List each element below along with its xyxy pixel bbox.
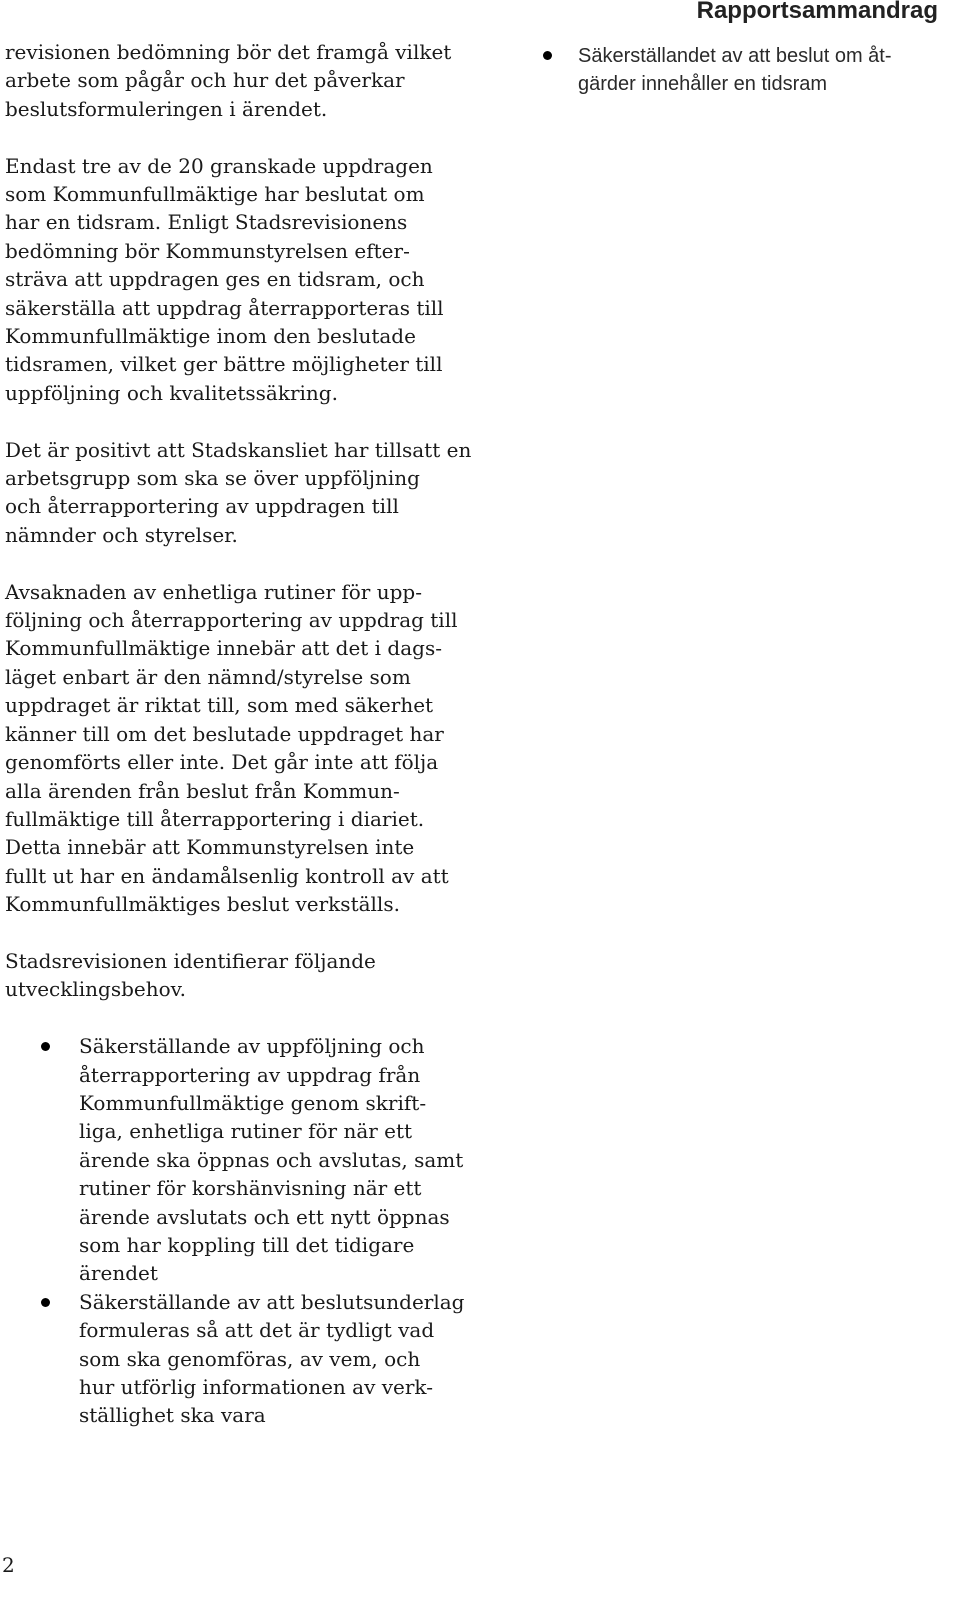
text-line: Detta innebär att Kommunstyrelsen inte xyxy=(5,835,415,860)
text-line: beslutsformuleringen i ärendet. xyxy=(5,96,328,121)
text-line: följning och återrapportering av uppdrag till xyxy=(5,608,458,633)
text-line: ställighet ska vara xyxy=(79,1403,266,1428)
text-line: Kommunfullmäktige inom den beslutade xyxy=(5,324,416,349)
text-line: läget enbart är den nämnd/styrelse som xyxy=(5,664,411,689)
text-line: utvecklingsbehov. xyxy=(5,977,186,1002)
text-line: Avsaknaden av enhetliga rutiner för upp- xyxy=(5,579,422,604)
text-line: känner till om det beslutade uppdraget har xyxy=(5,721,444,746)
bullet-dot-icon xyxy=(41,1042,50,1051)
text-line: Säkerställande av att beslutsunderlag xyxy=(79,1289,465,1314)
text-line: bedömning bör Kommunstyrelsen efter- xyxy=(5,238,410,263)
text-line: uppdraget är riktat till, som med säkerhet xyxy=(5,693,434,718)
paragraph-intro xyxy=(5,38,452,123)
text-line: ärendet xyxy=(79,1261,158,1286)
text-line: återrapportering av uppdrag från xyxy=(79,1062,421,1087)
text-line: rutiner för korshänvisning när ett xyxy=(79,1176,422,1201)
text-line: har en tidsram. Enligt Stadsrevisionens xyxy=(5,210,408,235)
text-line: fullt ut har en ändamålsenlig kontroll av att xyxy=(5,863,449,888)
text-line: som Kommunfullmäktige har beslutat om xyxy=(5,182,425,207)
paragraph-tidsram xyxy=(5,152,445,408)
paragraph-avsaknaden xyxy=(5,578,458,919)
text-line: genomförts eller inte. Det går inte att följa xyxy=(5,750,439,775)
summary-bullet-line: Säkerställandet av att beslut om åt- xyxy=(578,45,892,67)
text-line: som ska genomföras, av vem, och xyxy=(79,1346,421,1371)
text-line: ärende ska öppnas och avslutas, samt xyxy=(79,1147,464,1172)
paragraph-utvecklingsbehov xyxy=(5,947,445,1004)
list-item xyxy=(5,1288,465,1430)
page-header-title: Rapportsammandrag xyxy=(696,0,938,24)
text-line: Kommunfullmäktige genom skrift- xyxy=(79,1090,427,1115)
bullet-dot-icon xyxy=(41,1298,50,1307)
text-line: Kommunfullmäktige innebär att det i dags- xyxy=(5,636,442,661)
text-line: liga, enhetliga rutiner för när ett xyxy=(79,1119,413,1144)
text-line: och återrapportering av uppdragen till xyxy=(5,494,399,519)
text-line: fullmäktige till återrapportering i diariet. xyxy=(5,806,425,831)
text-line: ärende avslutats och ett nytt öppnas xyxy=(79,1204,450,1229)
text-line: uppföljning och kvalitetssäkring. xyxy=(5,380,338,405)
page-number: 2 xyxy=(2,1553,15,1577)
text-line: revisionen bedömning bör det framgå vilket xyxy=(5,40,452,64)
text-line: alla ärenden från beslut från Kommun- xyxy=(5,778,400,803)
text-line: Endast tre av de 20 granskade uppdragen xyxy=(5,153,433,178)
text-line: arbete som pågår och hur det påverkar xyxy=(5,68,405,93)
text-line: säkerställa att uppdrag återrapporteras till xyxy=(5,295,444,320)
list-item xyxy=(5,1032,464,1288)
paragraph-arbetsgrupp xyxy=(5,436,472,550)
text-line: formuleras så att det är tydligt vad xyxy=(79,1318,435,1343)
text-line: tidsramen, vilket ger bättre möjligheter till xyxy=(5,352,443,377)
text-line: Stadsrevisionen identifierar följande xyxy=(5,948,376,973)
summary-bullet xyxy=(543,43,943,98)
development-needs-list xyxy=(5,1032,465,1430)
text-line: Det är positivt att Stadskansliet har tillsatt en xyxy=(5,437,472,462)
text-line: som har koppling till det tidigare xyxy=(79,1232,415,1257)
summary-bullet-line: gärder innehåller en tidsram xyxy=(578,72,828,95)
bullet-dot-icon xyxy=(543,51,552,60)
text-line: nämnder och styrelser. xyxy=(5,522,238,547)
text-line: sträva att uppdragen ges en tidsram, och xyxy=(5,267,425,292)
text-line: Kommunfullmäktiges beslut verkställs. xyxy=(5,892,400,917)
main-text-column xyxy=(5,38,472,1430)
text-line: Säkerställande av uppföljning och xyxy=(79,1034,425,1059)
text-line: hur utförlig informationen av verk- xyxy=(79,1375,433,1400)
text-line: arbetsgrupp som ska se över uppföljning xyxy=(5,466,420,491)
